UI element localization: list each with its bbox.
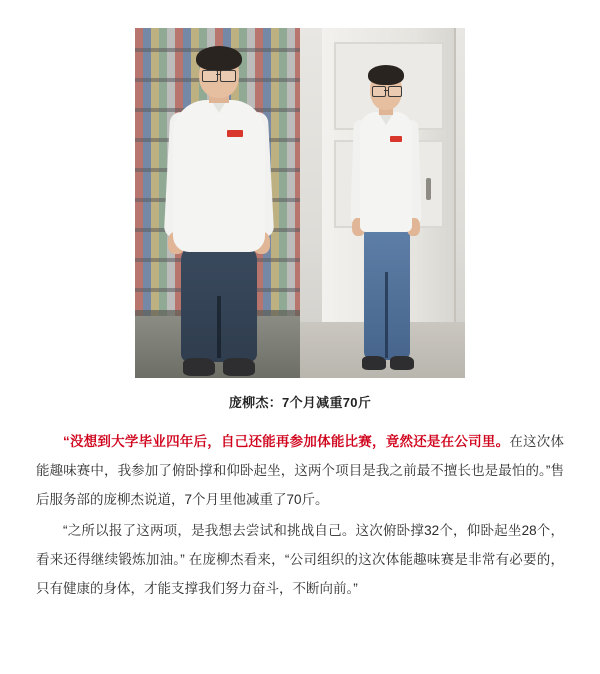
person-after-shoe-left: [362, 356, 386, 370]
person-before-hair: [196, 46, 242, 71]
glasses-icon: [202, 70, 218, 82]
article-page: [0, 28, 600, 674]
person-before-polo-shirt: [173, 100, 265, 252]
person-after: [346, 60, 426, 378]
person-after-hair: [368, 65, 404, 85]
glasses-icon: [372, 86, 386, 97]
person-before-pants-seam: [217, 296, 221, 358]
photo-figure: [135, 28, 465, 378]
before-photo-panel: [135, 28, 300, 378]
person-before-shirt-logo: [227, 130, 243, 137]
before-after-image: [135, 28, 465, 378]
person-after-shoe-right: [390, 356, 414, 370]
person-after-shirt-logo: [390, 136, 402, 142]
door-handle: [426, 178, 431, 200]
person-after-polo-shirt: [360, 112, 412, 232]
person-before-shoe-right: [223, 358, 255, 376]
glasses-icon: [220, 70, 236, 82]
person-after-jeans-seam: [385, 272, 388, 358]
glasses-bridge-icon: [216, 74, 220, 75]
paragraph-2-text: “之所以报了这两项，是我想去尝试和挑战自己。这次俯卧撑32个，仰卧起坐28个，看来还得继续锻炼加油。” 在庞柳杰看来，“公司组织的这次体能趣味赛是非常有必要的，只有健康的身体，才能支撑我们努力奋斗，不断向前。”: [36, 523, 564, 596]
article-body: [36, 427, 564, 603]
article-paragraph-1: [36, 427, 564, 514]
photo-caption: 庞柳杰：7个月减重70斤: [228, 395, 372, 410]
glasses-bridge-icon: [384, 90, 388, 91]
quote-highlight: “没想到大学毕业四年后，自己还能再参加体能比赛，竟然还是在公司里。: [63, 434, 510, 449]
person-before-shoe-left: [183, 358, 215, 376]
paragraph-1-text: 在这次体能趣味赛中，我参加了俯卧撑和仰卧起坐，这两个项目是我之前最不擅长也是最怕的。”售后服务部的庞柳杰说道，7个月里他减重了70斤。: [36, 434, 565, 507]
article-paragraph-2: [36, 516, 564, 603]
glasses-icon: [388, 86, 402, 97]
person-before: [165, 46, 273, 378]
after-photo-panel: [300, 28, 465, 378]
